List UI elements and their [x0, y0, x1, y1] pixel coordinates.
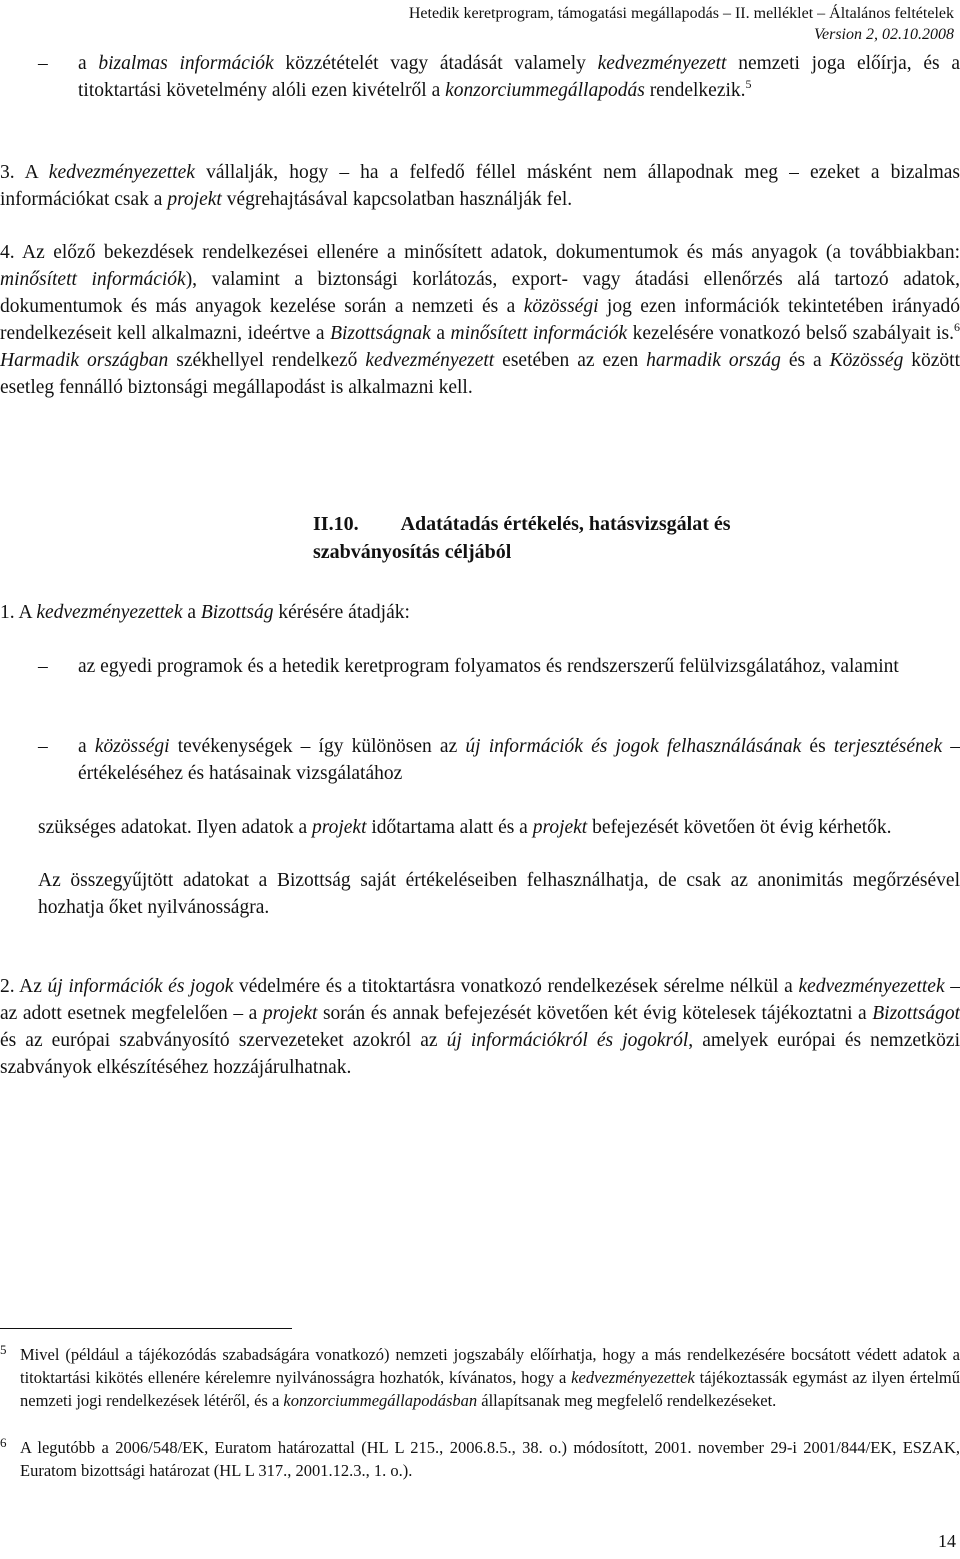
- text-run: Az előző bekezdések rendelkezései ellenére a minősített adatok, dokumentumok és más anyagok (a továbbiakban:: [22, 242, 960, 263]
- text-run: és: [801, 736, 834, 757]
- italic-term: minősített információk: [450, 323, 628, 344]
- text-run: ), valamint a biztonsági korlátozás, export- vagy átadási ellenőrzés alá tartozó adatok, dokumentumok és más anyagok kezelése során a nemzeti és a: [0, 269, 960, 317]
- paragraph-section-item-1: [0, 599, 960, 626]
- italic-term: kedvezményezettek: [36, 602, 183, 623]
- italic-term: Bizottságot: [872, 1003, 960, 1024]
- text-run: szükséges adatokat. Ilyen adatok a: [38, 817, 312, 838]
- italic-term: új információkról és jogokról: [446, 1030, 689, 1051]
- text-run: közzétételét vagy átadását valamely: [273, 53, 598, 74]
- italic-term: Bizottságnak: [330, 323, 431, 344]
- paragraph-needed-data: [38, 814, 960, 841]
- item-number-4: 4.: [0, 242, 15, 263]
- italic-term: Harmadik országban: [0, 350, 169, 371]
- italic-term: harmadik ország: [646, 350, 781, 371]
- footnote-separator: [0, 1328, 292, 1329]
- text-run: székhellyel rendelkező: [168, 350, 366, 371]
- paragraph-collected-data: [38, 867, 960, 921]
- italic-term: Közösség: [829, 350, 904, 371]
- text-run: védelmére és a titoktartásra vonatkozó rendelkezések sérelme nélkül a: [233, 976, 799, 997]
- text-run: – az adott esetnek megfelelően – a: [0, 976, 960, 1024]
- italic-term: kedvezményezett: [597, 53, 727, 74]
- italic-term: minősített információk: [0, 269, 186, 290]
- dash-bullet: –: [38, 656, 48, 677]
- italic-term: közösségi: [94, 736, 170, 757]
- footnote-mark-6: 6: [0, 1435, 7, 1450]
- footnote-ref-5[interactable]: 5: [745, 77, 752, 91]
- text-run: A legutóbb a 2006/548/EK, Euratom határozattal (HL L 215., 2006.8.5., 38. o.) módosított, 2001. november 29-i 2001/844/EK, ESZAK, Euratom bizottsági határozat (HL L 317., 2001.12.3., 1. o.).: [20, 1438, 960, 1480]
- text-run: befejezését követően öt évig kérhetők.: [587, 817, 892, 838]
- text-run: tájékoztassák egymást az ilyen értelmű nemzeti jogi rendelkezések létéről, és a: [20, 1368, 960, 1410]
- paragraph-section-item-2: [0, 973, 960, 1081]
- italic-term: projekt: [167, 189, 222, 210]
- text-run: vállalják, hogy – ha a felfedő féllel másként nem állapodnak meg – ezeket a bizalmas információkat csak a: [0, 162, 960, 210]
- text-run: Mivel (például a tájékozódás szabadságára vonatkozó) nemzeti jogszabály előírhatja, hogy a más rendelkezésére bocsátott védett adatok a titoktartási kikötés ellenére kérelemre nyilvánosságra hozhatók, kívánatos, hogy a: [20, 1345, 960, 1387]
- dash-item-community-activities: [78, 733, 960, 787]
- text-run: A: [18, 602, 37, 623]
- text-run: a: [78, 736, 95, 757]
- paragraph-item-4: [0, 239, 960, 401]
- dash-bullet: –: [38, 736, 48, 757]
- text-run: , amelyek európai és nemzetközi szabványok elkészítéséhez hozzájárulhatnak.: [0, 1030, 960, 1078]
- italic-term: közösségi: [523, 296, 599, 317]
- italic-term: projekt: [262, 1003, 318, 1024]
- page-number: 14: [938, 1531, 956, 1551]
- text-run: Az összegyűjtött adatokat a Bizottság saját értékeléseiben felhasználhatja, de csak az anonimitás megőrzésével hozhatja őket nyilvánosságra.: [38, 870, 960, 918]
- text-run: állapítsanak meg megfelelő rendelkezéseket.: [477, 1391, 777, 1410]
- text-run: A: [24, 162, 49, 183]
- text-run: a: [182, 602, 201, 623]
- running-header-title: Hetedik keretprogram, támogatási megállapodás – II. melléklet – Általános feltételek: [408, 5, 954, 22]
- dash-item-disclosure-exception: [78, 50, 960, 104]
- text-run: végrehajtásával kapcsolatban használják fel.: [221, 189, 573, 210]
- italic-term: kedvezményezettek: [571, 1368, 695, 1387]
- text-run: és a: [780, 350, 830, 371]
- section-title-line1: Adatátadás értékelés, hatásvizsgálat és: [400, 513, 731, 535]
- italic-term: kedvezményezettek: [48, 162, 195, 183]
- italic-term: projekt: [311, 817, 367, 838]
- italic-term: kedvezményezett: [365, 350, 495, 371]
- footnote-mark-5: 5: [0, 1342, 7, 1357]
- text-run: időtartama alatt és a: [366, 817, 533, 838]
- italic-term: kedvezményezettek: [798, 976, 945, 997]
- text-run: kérésére átadják:: [273, 602, 410, 623]
- text-run: és az európai szabványosító szervezeteket azokról az: [0, 1030, 447, 1051]
- footnote-6: [20, 1436, 960, 1482]
- text-run: jog ezen információk tekintetében irányadó rendelkezéseit kell alkalmazni, ideértve a: [0, 296, 960, 344]
- item-number-3: 3.: [0, 162, 15, 183]
- italic-term: projekt: [532, 817, 588, 838]
- dash-bullet: –: [38, 53, 48, 74]
- text-run: az egyedi programok és a hetedik keretprogram folyamatos és rendszerszerű felülvizsgálatához, valamint: [78, 656, 899, 677]
- footnote-5: [20, 1343, 960, 1412]
- section-title-line2: szabványosítás céljából: [313, 541, 512, 563]
- italic-term: konzorciummegállapodás: [445, 80, 645, 101]
- italic-term: új információk és jogok: [47, 976, 234, 997]
- text-run: a: [430, 323, 451, 344]
- text-run: között esetleg fennálló biztonsági megállapodást is alkalmazni kell.: [0, 350, 960, 398]
- text-run: során és annak befejezését követően két évig kötelesek tájékoztatni a: [317, 1003, 873, 1024]
- item-number-2: 2.: [0, 976, 15, 997]
- text-run: nemzeti joga előírja, és a titoktartási követelmény alóli ezen kivételről a: [78, 53, 960, 101]
- item-number-1: 1.: [0, 602, 15, 623]
- italic-term: konzorciummegállapodásban: [283, 1391, 478, 1410]
- footnote-ref-6[interactable]: 6: [954, 320, 960, 334]
- text-run: – értékeléséhez és hatásainak vizsgálatához: [78, 736, 960, 784]
- text-run: Az: [19, 976, 48, 997]
- italic-term: új információk és jogok felhasználásának: [465, 736, 802, 757]
- italic-term: bizalmas információk: [98, 53, 274, 74]
- text-run: kezelésére vonatkozó belső szabályait is.: [627, 323, 954, 344]
- italic-term: terjesztésének: [833, 736, 943, 757]
- running-header-version: Version 2, 02.10.2008: [814, 26, 954, 43]
- italic-term: Bizottság: [200, 602, 274, 623]
- text-run: a: [78, 53, 99, 74]
- dash-item-programme-review: [78, 653, 960, 680]
- text-run: rendelkezik.: [644, 80, 746, 101]
- text-run: tevékenységek – így különösen az: [169, 736, 466, 757]
- section-number: II.10.: [313, 513, 359, 535]
- paragraph-item-3: [0, 159, 960, 213]
- text-run: esetében az ezen: [494, 350, 647, 371]
- section-heading-II-10: [313, 510, 873, 566]
